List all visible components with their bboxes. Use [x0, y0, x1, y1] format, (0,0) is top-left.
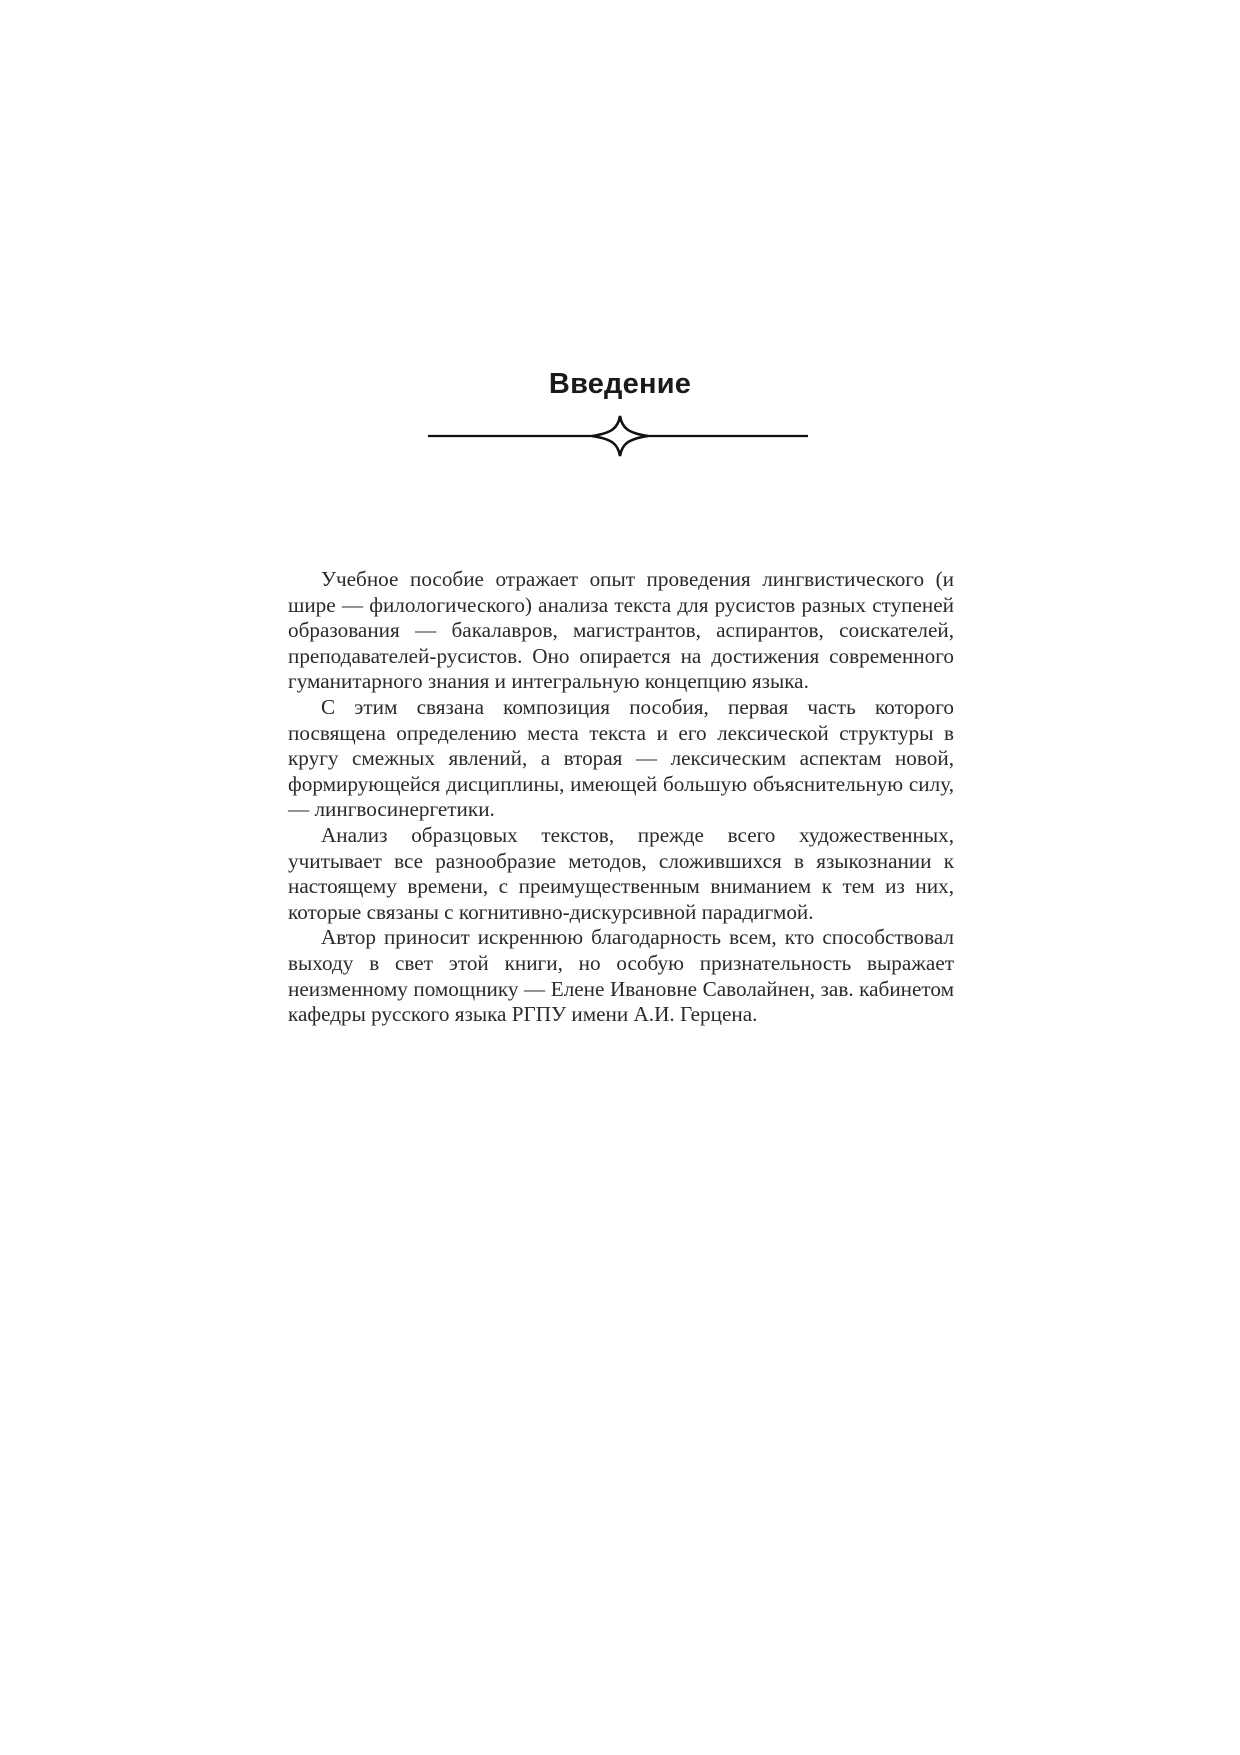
chapter-title: Введение	[548, 368, 692, 400]
paragraph: С этим связана композиция пособия, первая часть которого посвящена определению места текста и его лексической структуры в кругу смежных явлений, а вторая — лексическим аспектам новой, формирующейся дисциплины, имеющей большую объяснительную силу, — лингвосинергетики.	[288, 694, 954, 822]
paragraph: Учебное пособие отражает опыт проведения лингвистического (и шире — филологического) анализа текста для русистов разных ступеней образования — бакалавров, магистрантов, аспирантов, соискателей, преподавателей-русистов. Оно опирается на достижения современного гуманитарного знания и интегральную концепцию языка.	[288, 567, 954, 694]
paragraph: Автор приносит искреннюю благодарность всем, кто способствовал выходу в свет этой книги, но особую признательность выражает неизменному помощнику — Елене Ивановне Саволайнен, зав. кабинетом кафедры русского языка РГПУ имени А.И. Герцена.	[288, 925, 954, 1027]
paragraph: Анализ образцовых текстов, прежде всего художественных, учитывает все разнообразие методов, сложившихся в языкознании к настоящему времени, с преимущественным вниманием к тем из них, которые связаны с когнитивно-дискурсивной парадигмой.	[288, 822, 954, 924]
diamond-star-icon	[592, 416, 648, 456]
introduction-body	[288, 567, 954, 1028]
title-ornament-divider	[428, 412, 808, 460]
